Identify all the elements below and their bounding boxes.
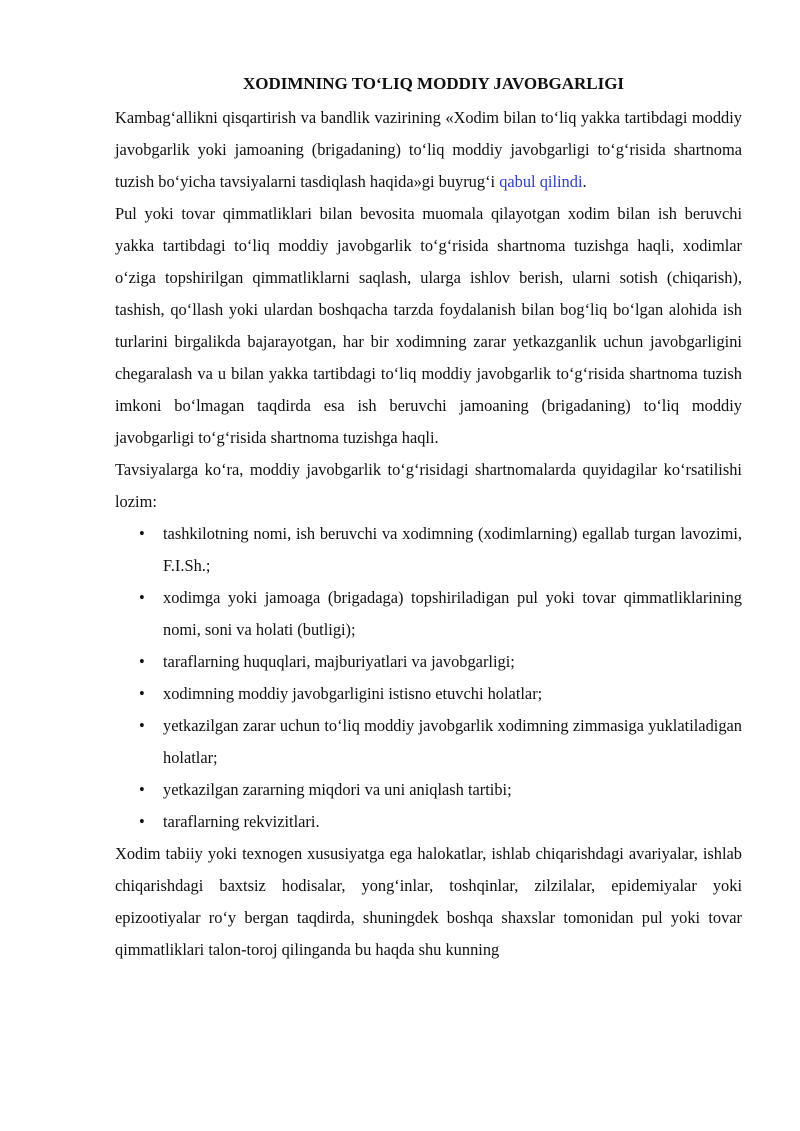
paragraph-recommendations: Tavsiyalarga ko‘ra, moddiy javobgarlik to‘g‘risidagi shartnomalarda quyidagilar ko‘rsatilishi lozim: bbox=[115, 460, 742, 511]
list-item-text: taraflarning huquqlari, majburiyatlari va javobgarligi; bbox=[163, 652, 515, 671]
list-item bbox=[115, 678, 742, 710]
list-item-text: xodimning moddiy javobgarligini istisno etuvchi holatlar; bbox=[163, 684, 543, 703]
list-item bbox=[115, 646, 742, 678]
list-item bbox=[115, 518, 742, 582]
contract-requirements-list bbox=[115, 518, 742, 838]
bullet-icon: • bbox=[139, 588, 145, 607]
bullet-icon: • bbox=[139, 812, 145, 831]
paragraph-intro-text: Kambag‘allikni qisqartirish va bandlik vazirining «Xodim bilan to‘liq yakka tartibdagi moddiy javobgarlik yoki jamoaning (brigadaning) to‘liq moddiy javobgarligi to‘g‘risida shartnoma tuzish bo‘yicha tavsiyalarni tasdiqlash haqida»gi buyrug‘i bbox=[115, 108, 742, 191]
list-item-text: taraflarning rekvizitlari. bbox=[163, 812, 320, 831]
paragraph-intro-end: . bbox=[582, 172, 587, 191]
list-item bbox=[115, 710, 742, 774]
paragraph-contract-rights: Pul yoki tovar qimmatliklari bilan bevosita muomala qilayotgan xodim bilan ish beruvchi yakka tartibdagi to‘liq moddiy javobgarlik to‘g‘risida shartnoma tuzishga haqli, xodimlar o‘ziga topshirilgan qimmatliklarni saqlash, ularga ishlov berish, ularni sotish (chiqarish), tashish, qo‘llash yoki ulardan boshqacha tarzda foydalanish bilan bog‘liq bo‘lgan alohida ish turlarini birgalikda bajarayotgan, har bir xodimning zarar yetkazganlik uchun javobgarligini chegaralash va u bilan yakka tartibdagi to‘liq moddiy javobgarlik to‘g‘risida shartnoma tuzish imkoni bo‘lmagan taqdirda esa ish beruvchi jamoaning (brigadaning) to‘liq moddiy javobgarligi to‘g‘risida shartnoma tuzishga haqli. bbox=[115, 204, 742, 447]
bullet-icon: • bbox=[139, 684, 145, 703]
list-item bbox=[115, 774, 742, 806]
paragraph-intro bbox=[115, 102, 742, 198]
bullet-icon: • bbox=[139, 524, 145, 543]
list-item-text: yetkazilgan zarar uchun to‘liq moddiy javobgarlik xodimning zimmasiga yuklatiladigan holatlar; bbox=[163, 716, 742, 767]
bullet-icon: • bbox=[139, 716, 145, 735]
paragraph-emergency: Xodim tabiiy yoki texnogen xususiyatga ega halokatlar, ishlab chiqarishdagi avariyalar, ishlab chiqarishdagi baxtsiz hodisalar, yong‘inlar, toshqinlar, zilzilalar, epidemiyalar yoki epizootiyalar ro‘y bergan taqdirda, shuningdek boshqa shaxslar tomonidan pul yoki tovar qimmatliklari talon-toroj qilinganda bu haqda shu kunning bbox=[115, 844, 742, 959]
list-item-text: tashkilotning nomi, ish beruvchi va xodimning (xodimlarning) egallab turgan lavozimi, F.I.Sh.; bbox=[163, 524, 742, 575]
bullet-icon: • bbox=[139, 652, 145, 671]
bullet-icon: • bbox=[139, 780, 145, 799]
accepted-link[interactable]: qabul qilindi bbox=[499, 172, 583, 191]
document-title: XODIMNING TO‘LIQ MODDIY JAVOBGARLIGI bbox=[242, 74, 625, 93]
list-item-text: xodimga yoki jamoaga (brigadaga) topshiriladigan pul yoki tovar qimmatliklarining nomi, soni va holati (butligi); bbox=[163, 588, 742, 639]
list-item bbox=[115, 806, 742, 838]
list-item-text: yetkazilgan zararning miqdori va uni aniqlash tartibi; bbox=[163, 780, 512, 799]
list-item bbox=[115, 582, 742, 646]
